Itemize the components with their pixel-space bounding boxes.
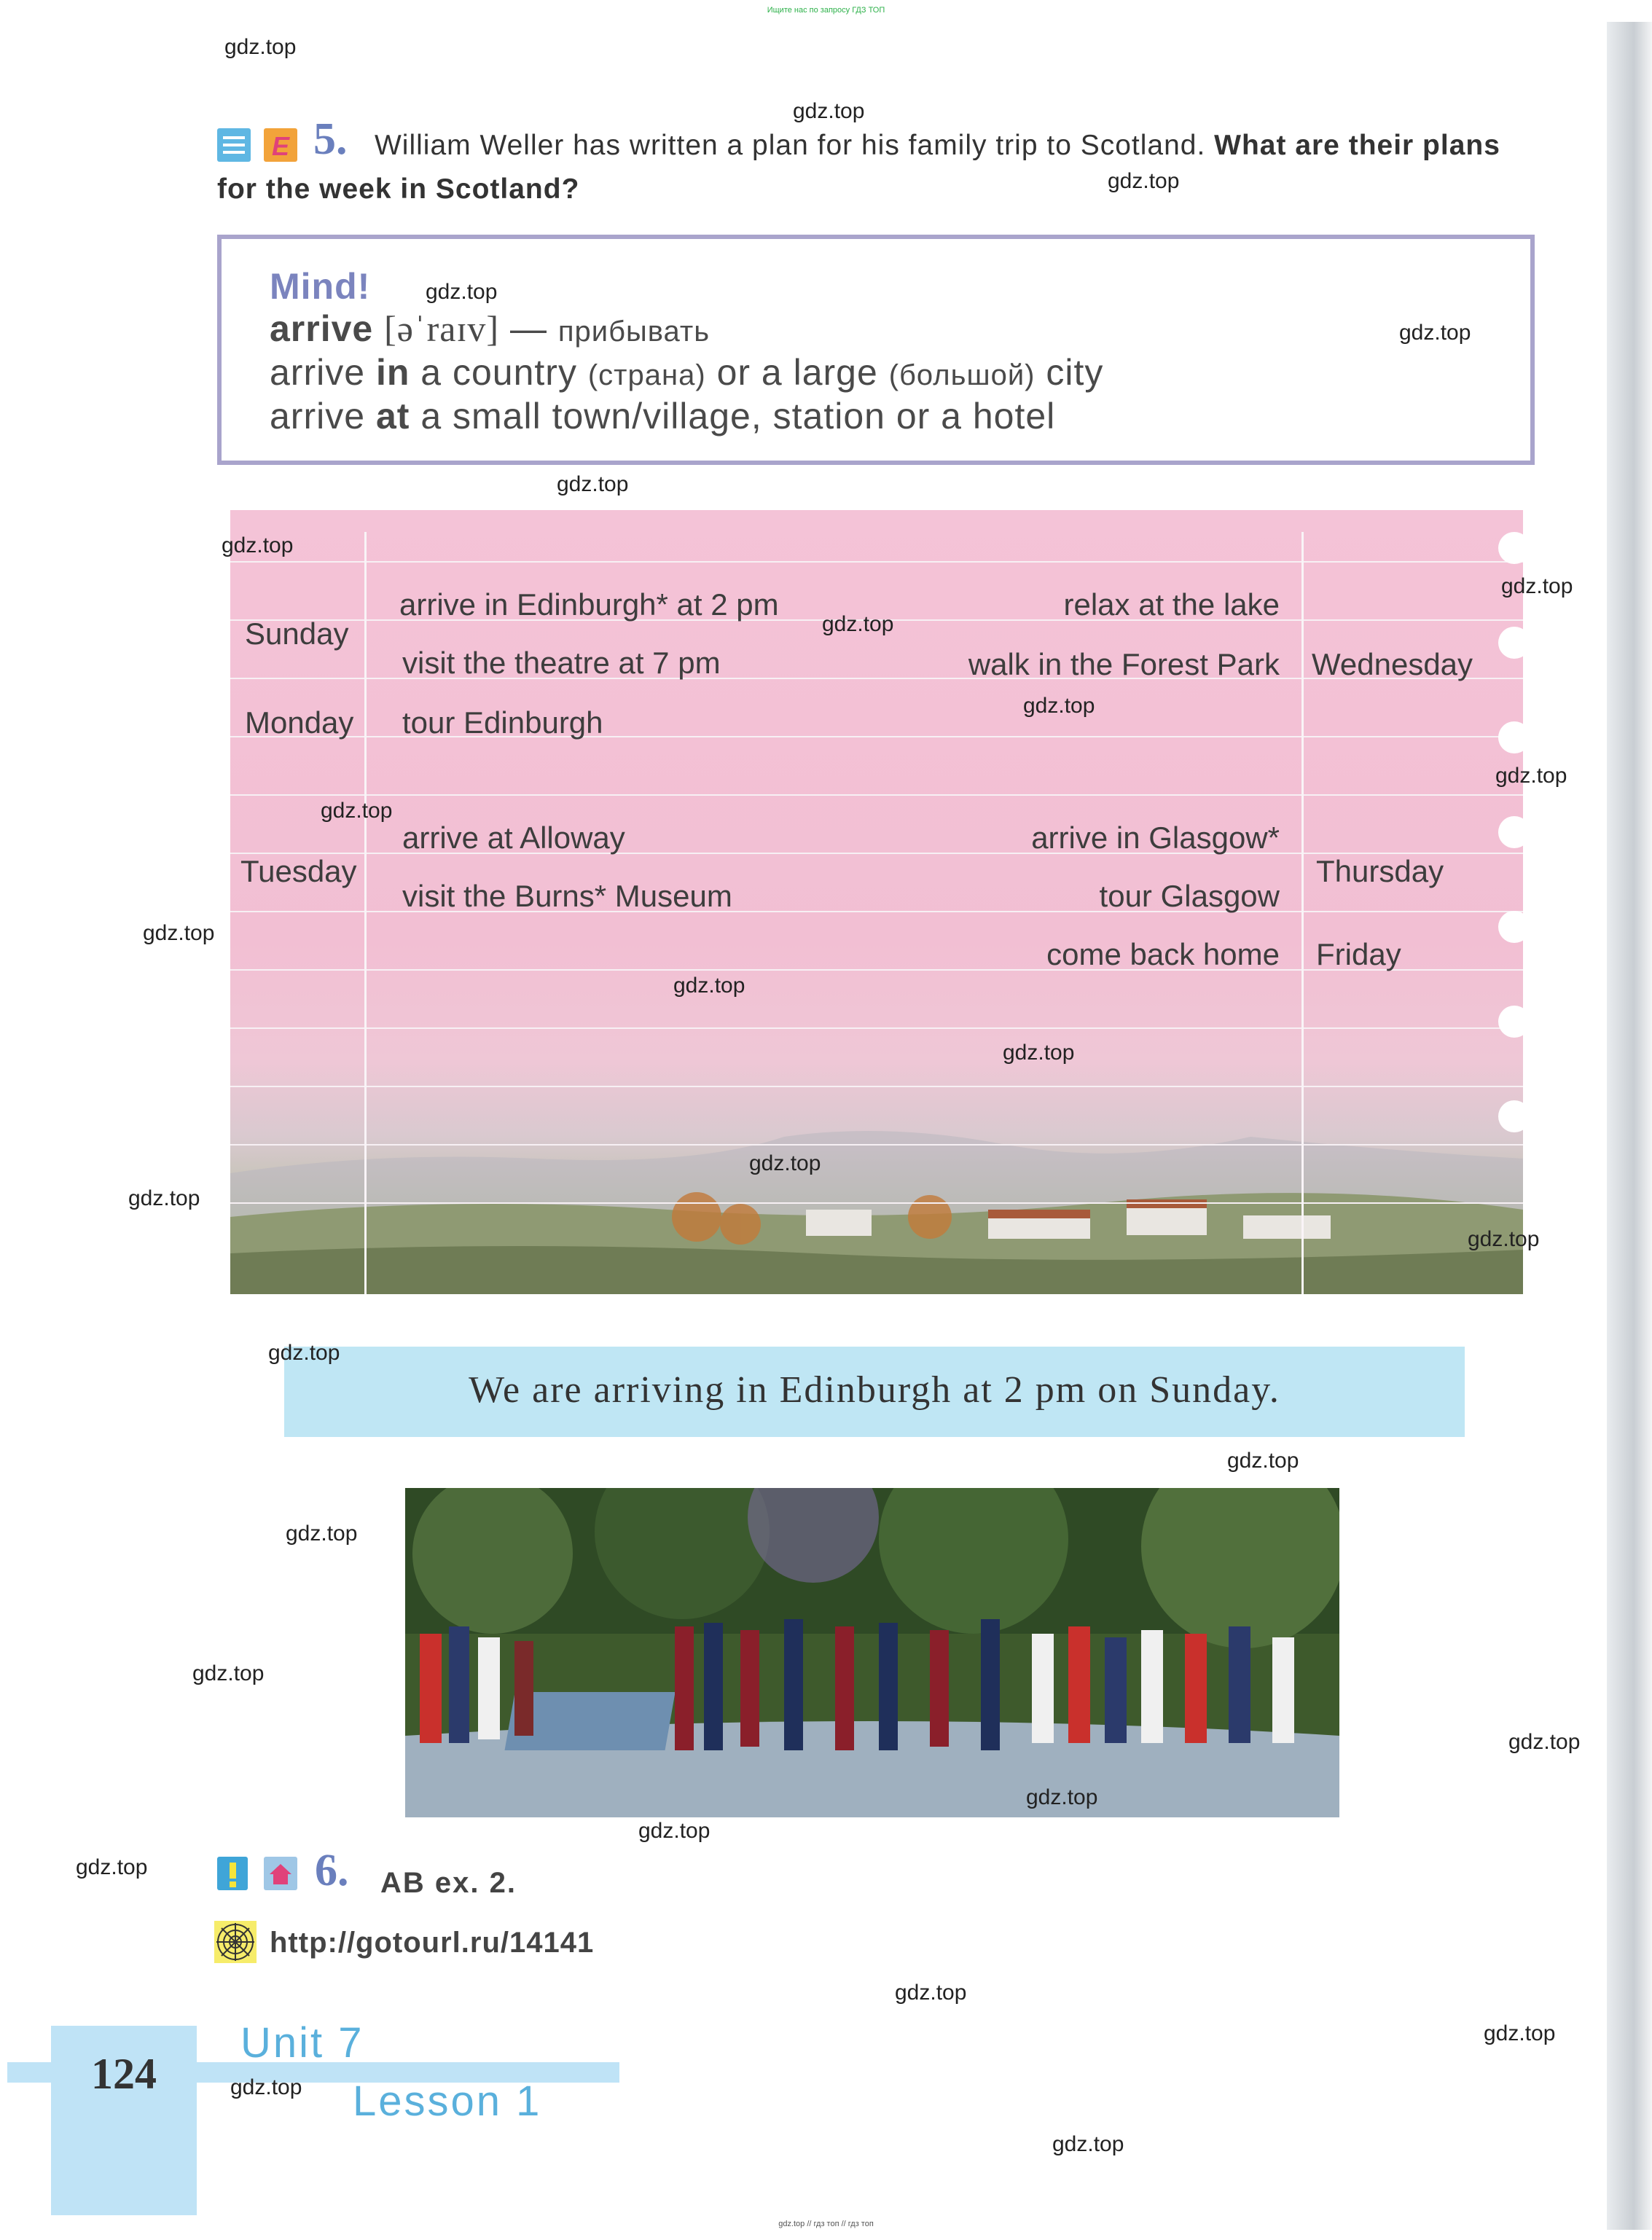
mind-dash: — — [509, 308, 547, 349]
pipers-parade-photo — [405, 1488, 1339, 1817]
watermark: gdz.top — [1495, 764, 1567, 788]
watermark: gdz.top — [321, 799, 393, 823]
home-icon — [264, 1857, 297, 1890]
binder-hole — [1498, 816, 1523, 848]
mind-transcription: [əˈraɪv] — [384, 308, 500, 349]
plan-friday-1: come back home — [1046, 937, 1280, 971]
watermark: gdz.top — [1023, 694, 1095, 718]
exercise-5-instruction — [217, 124, 1543, 211]
mind-title: Mind! — [270, 266, 371, 307]
lesson-label: Lesson 1 — [353, 2078, 542, 2125]
watermark: gdz.top — [1227, 1449, 1299, 1473]
exercise-5-question: What are their plans for the week in Scotland? — [217, 130, 1500, 205]
day-friday: Friday — [1316, 937, 1401, 971]
binder-hole — [1498, 721, 1523, 753]
landscape-illustration — [230, 1108, 1523, 1294]
watermark: gdz.top — [1108, 169, 1180, 193]
watermark: gdz.top — [268, 1341, 340, 1365]
exercise-5-number: 5. — [313, 114, 348, 164]
watermark: gdz.top — [1026, 1785, 1098, 1809]
day-monday: Monday — [245, 705, 354, 740]
svg-text:E: E — [272, 131, 290, 161]
plan-sunday-1: arrive in Edinburgh* at 2 pm — [399, 587, 779, 622]
binder-hole — [1498, 532, 1523, 564]
mind-l3-rest: a small town/village, station or a hotel — [420, 396, 1056, 436]
watermark: gdz.top — [230, 2075, 302, 2099]
exercise-5-text: William Weller has written a plan for his family trip to Scotland. — [375, 130, 1206, 161]
page-number: 124 — [91, 2050, 157, 2098]
plan-tuesday-1: arrive at Alloway — [402, 821, 625, 855]
watermark: gdz.top — [793, 99, 865, 123]
mind-l2-or-large: or a large — [716, 352, 878, 393]
web-icon — [214, 1921, 257, 1963]
exercise-6-number: 6. — [315, 1846, 349, 1895]
watermark: gdz.top — [286, 1522, 358, 1546]
day-sunday: Sunday — [245, 616, 349, 651]
watermark: gdz.top — [673, 974, 745, 998]
plan-monday-1: tour Edinburgh — [402, 705, 603, 740]
day-thursday: Thursday — [1316, 854, 1444, 888]
plan-sunday-2: visit the theatre at 7 pm — [402, 646, 721, 680]
top-note: Ищите нас по запросу ГДЗ ТОП — [767, 6, 885, 15]
bottom-note: gdz.top // гдз топ // гдз топ — [778, 2220, 874, 2228]
mind-word: arrive — [270, 308, 374, 349]
exercise-6-text: AB ex. 2. — [380, 1867, 517, 1899]
watermark: gdz.top — [1052, 2132, 1124, 2156]
watermark: gdz.top — [222, 533, 294, 557]
watermark: gdz.top — [1468, 1227, 1540, 1251]
mind-box — [217, 235, 1535, 465]
plan-thursday-1: arrive in Glasgow* — [1031, 821, 1280, 855]
watermark: gdz.top — [192, 1661, 265, 1685]
mind-line-2 — [270, 351, 1103, 393]
watermark: gdz.top — [895, 1981, 967, 2005]
mind-l2-arrive: arrive — [270, 352, 366, 393]
mind-l3-arrive: arrive — [270, 396, 366, 436]
watermark: gdz.top — [1501, 574, 1573, 598]
watermark: gdz.top — [128, 1186, 200, 1210]
mind-l2-ru-country: (страна) — [587, 359, 706, 391]
binder-hole — [1498, 1006, 1523, 1038]
mind-l2-city: city — [1046, 352, 1104, 393]
watermark: gdz.top — [426, 280, 498, 304]
day-wednesday: Wednesday — [1312, 647, 1473, 681]
mind-translation: прибывать — [557, 316, 710, 348]
watermark: gdz.top — [1399, 321, 1471, 345]
watermark: gdz.top — [638, 1819, 710, 1843]
mind-l3-at: at — [375, 396, 410, 436]
mind-l2-in: in — [375, 352, 410, 393]
day-tuesday: Tuesday — [240, 854, 357, 888]
page-edge-shadow — [1607, 22, 1652, 2230]
unit-label: Unit 7 — [240, 2019, 364, 2067]
watermark: gdz.top — [1484, 2021, 1556, 2045]
watermark: gdz.top — [1508, 1730, 1581, 1754]
watermark: gdz.top — [749, 1151, 821, 1175]
resource-link[interactable]: http://gotourl.ru/14141 — [270, 1927, 595, 1959]
plan-wednesday-2: walk in the Forest Park — [968, 647, 1280, 681]
binder-hole — [1498, 911, 1523, 943]
example-band — [284, 1347, 1465, 1437]
mind-line-1 — [270, 308, 710, 350]
example-sentence: We are arriving in Edinburgh at 2 pm on Sunday. — [469, 1369, 1280, 1411]
watermark: gdz.top — [143, 921, 215, 945]
watermark: gdz.top — [1003, 1041, 1075, 1065]
plan-thursday-2: tour Glasgow — [1099, 879, 1280, 913]
watermark: gdz.top — [224, 35, 297, 59]
watermark: gdz.top — [76, 1855, 148, 1879]
binder-hole — [1498, 627, 1523, 659]
watermark: gdz.top — [557, 472, 629, 496]
mind-line-3 — [270, 395, 1055, 437]
plan-tuesday-2: visit the Burns* Museum — [402, 879, 732, 913]
mind-l2-ru-large: (большой) — [888, 359, 1036, 391]
plan-wednesday-1: relax at the lake — [1063, 587, 1280, 622]
mind-l2-country: a country — [420, 352, 577, 393]
attention-icon — [217, 1857, 248, 1890]
watermark: gdz.top — [822, 612, 894, 636]
